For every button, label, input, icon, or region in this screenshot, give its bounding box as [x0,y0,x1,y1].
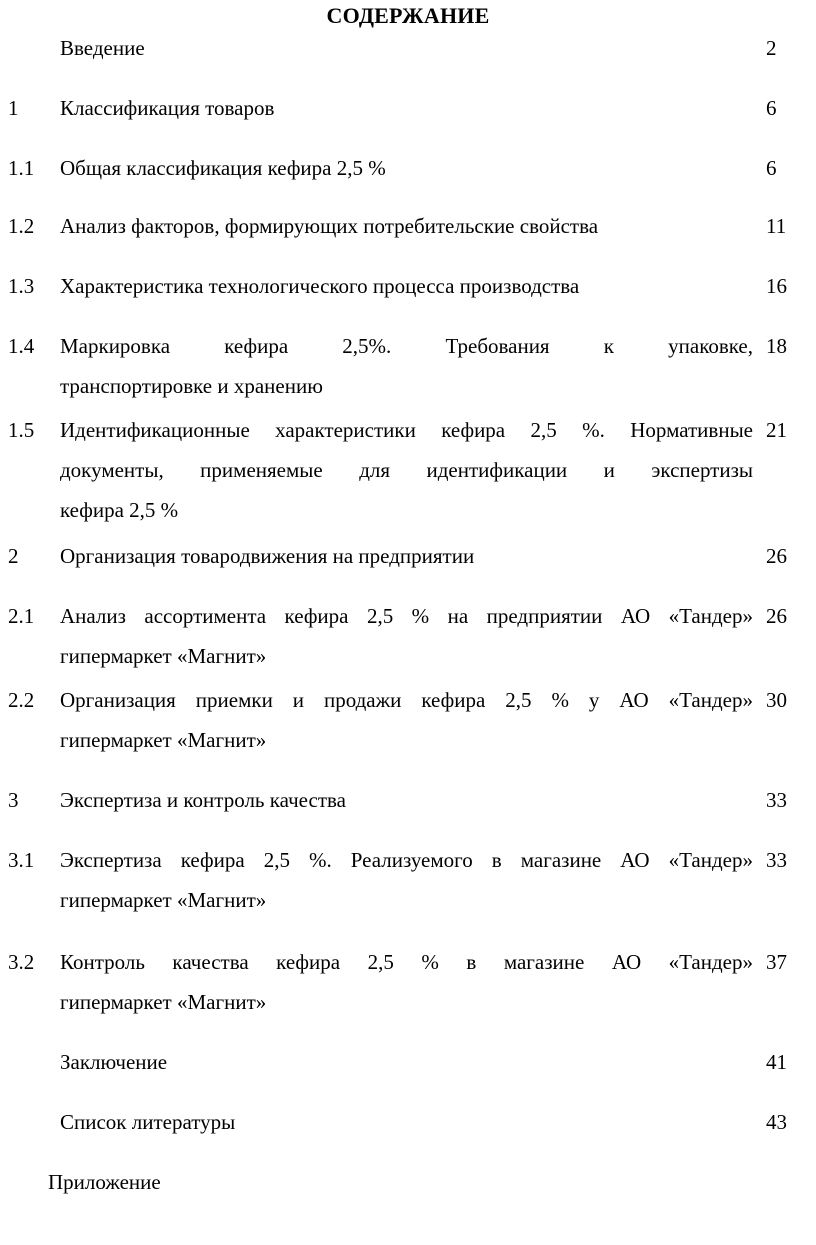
toc-entry-line: Общая классификация кефира 2,5 % [60,156,386,180]
toc-entry-text [60,410,753,530]
toc-entry-number: 2.2 [8,688,35,712]
toc-entry-text [60,266,753,306]
toc-entry-number: 1.3 [8,274,35,298]
toc-entry-line: кефира 2,5 % [60,498,179,522]
toc-entry-line: Анализ ассортимента кефира 2,5 % на предприятии АО «Тандер» [60,604,753,628]
toc-entry-page: 21 [766,418,787,442]
toc-entry-page: 11 [766,214,787,238]
toc-entry-number: 3 [8,788,19,812]
toc-entry-line: транспортировке и хранению [60,374,323,398]
toc-title: СОДЕРЖАНИЕ [326,3,490,28]
toc-entry-line: Маркировка кефира 2,5%. Требования к упаковке, [60,334,753,358]
toc-entry-text [60,942,753,1022]
toc-entry-line: документы, применяемые для идентификации и экспертизы [60,458,753,482]
toc-entry-line: Список литературы [60,1110,236,1134]
toc-entry-page: 41 [766,1050,787,1074]
toc-entry-text [60,28,753,68]
toc-entry-number: 3.2 [8,950,35,974]
toc-entry-line: Организация товародвижения на предприятии [60,544,475,568]
toc-entry-page: 18 [766,334,787,358]
toc-entry-page: 26 [766,604,787,628]
toc-entry-line: Введение [60,36,145,60]
toc-entry-text [60,780,753,820]
toc-entry-text [60,840,753,920]
toc-entry-number: 1.5 [8,418,35,442]
toc-entry-text [60,536,753,576]
toc-entry-number: 1 [8,96,19,120]
toc-entry-line: Заключение [60,1050,168,1074]
toc-entry-text [60,326,753,406]
toc-entry-number: 1.1 [8,156,35,180]
toc-entry-text [60,680,753,760]
toc-entry-number: 1.2 [8,214,35,238]
toc-entry-page: 2 [766,36,777,60]
toc-entry-text [60,88,753,128]
toc-entry-page: 30 [766,688,787,712]
toc-entry-text [60,596,753,676]
toc-entry-page: 37 [766,950,787,974]
toc-entry-line: Экспертиза кефира 2,5 %. Реализуемого в магазине АО «Тандер» [60,848,753,872]
toc-entry-page: 33 [766,848,787,872]
toc-entry-line: Анализ факторов, формирующих потребительские свойства [60,214,599,238]
toc-entry-number: 3.1 [8,848,35,872]
toc-entry-text [60,1042,753,1082]
toc-entry-page: 6 [766,156,777,180]
toc-entry-line: Контроль качества кефира 2,5 % в магазине АО «Тандер» [60,950,753,974]
toc-entry-line: гипермаркет «Магнит» [60,990,267,1014]
toc-entry-line: гипермаркет «Магнит» [60,728,267,752]
toc-entry-line: Классификация товаров [60,96,275,120]
toc-entry-number: 2 [8,544,19,568]
toc-entry-line: Характеристика технологического процесса производства [60,274,580,298]
toc-entry-page: 33 [766,788,787,812]
toc-entry-number: 1.4 [8,334,35,358]
toc-entry-line: Приложение [48,1170,161,1194]
toc-entry-text [48,1162,741,1202]
toc-entry-line: Идентификационные характеристики кефира 2,5 %. Нормативные [60,418,753,442]
toc-entry-page: 6 [766,96,777,120]
toc-entry-page: 26 [766,544,787,568]
toc-entry-line: гипермаркет «Магнит» [60,644,267,668]
toc-entry-text [60,206,753,246]
toc-entry-line: Экспертиза и контроль качества [60,788,346,812]
toc-entry-page: 43 [766,1110,787,1134]
toc-entry-number: 2.1 [8,604,35,628]
toc-entry-text [60,148,753,188]
toc-entry-page: 16 [766,274,787,298]
toc-entry-line: гипермаркет «Магнит» [60,888,267,912]
toc-entry-line: Организация приемки и продажи кефира 2,5 % у АО «Тандер» [60,688,753,712]
toc-entry-text [60,1102,753,1142]
